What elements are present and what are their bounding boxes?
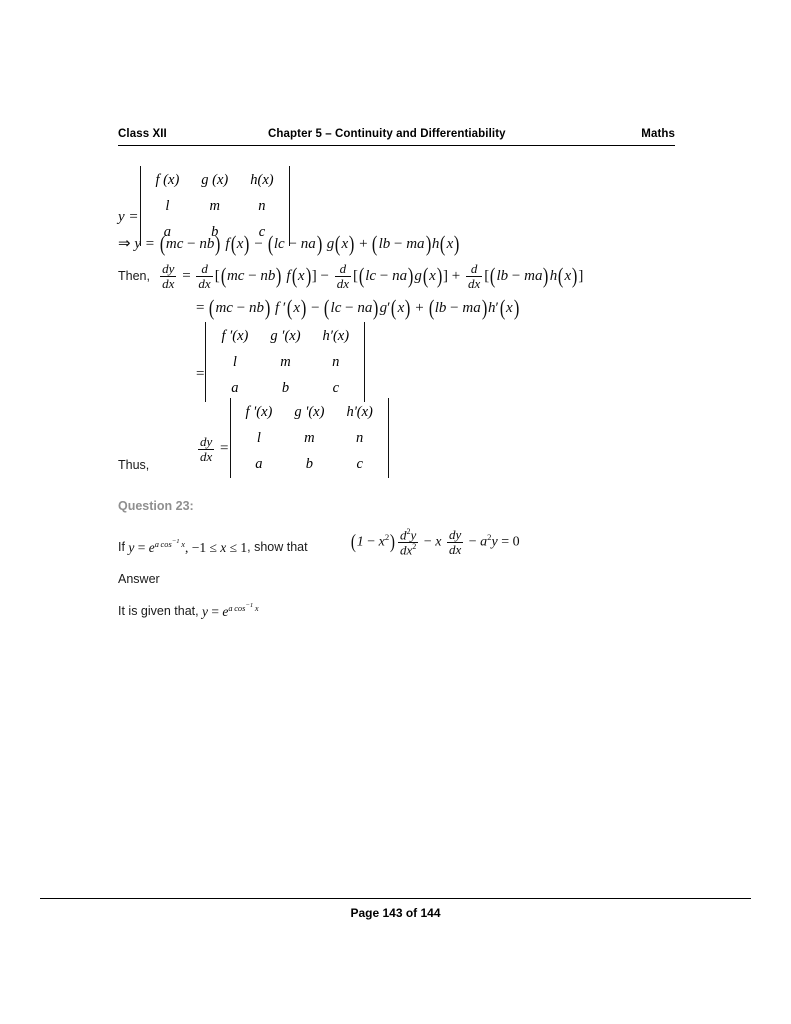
header-chapter: Chapter 5 – Continuity and Differentiability [268, 128, 506, 140]
equation-derivative-expanded: = (mc − nb) f ′(x) − (lc − na)g′(x) + (lb − ma)h′(x) [196, 296, 520, 320]
matrix-cell: m [280, 354, 291, 371]
header-divider [118, 145, 675, 146]
show-that-label: , show that [247, 540, 308, 555]
matrix-cell: f (x) [155, 172, 180, 188]
matrix-cell: n [356, 430, 364, 447]
matrix-cell: c [356, 456, 363, 473]
matrix-cell: c [332, 380, 339, 397]
given-statement [118, 602, 259, 620]
matrix-cell: l [165, 198, 170, 215]
matrix-cell: a [163, 224, 172, 241]
matrix-cell: m [209, 198, 220, 215]
matrix-cell: m [304, 430, 315, 447]
matrix-cell: a [255, 456, 263, 473]
question-heading: Question 23: [118, 499, 194, 513]
question-result-expression: $(1 - x^2)$ $\frac{d^2y}{dx^2}$ − x $\frac{dy}{dx}$ − $a^2y = 0$ [350, 527, 520, 558]
matrix-cell: b [305, 456, 314, 473]
equation-derivative: $\frac{dy}{dx}$ = $\frac{d}{dx}$ [(mc − nb) f(x)] − $\frac{d}{dx}$ [(lc − na)g(x)] + $\frac{d}{dx}$ [(lb − ma)h(x)] [162, 261, 584, 291]
equation-derivative-line [118, 262, 583, 290]
equation-final-determinant [196, 398, 390, 478]
then-label: Then, [118, 269, 150, 284]
matrix-cell: c [258, 224, 266, 241]
equals-sign: = [196, 365, 205, 382]
equation-derivative-determinant [196, 322, 366, 402]
question-given-expression: $y = e^{a cos^{-1} x}$, −1 ≤ x ≤ 1 [124, 538, 248, 556]
determinant-matrix-derivative [205, 322, 365, 402]
answer-label: Answer [118, 572, 160, 586]
given-label: It is given that, [118, 604, 199, 619]
dy-dx-fraction: $\frac{dy}{dx}$ = [200, 434, 229, 464]
matrix-cell: l [256, 430, 261, 447]
matrix-cell: g (x) [201, 172, 229, 188]
page-footer: Page 143 of 144 [350, 906, 441, 920]
header-subject: Maths [641, 128, 675, 140]
page-header [118, 128, 675, 140]
determinant-matrix-final [230, 398, 389, 478]
matrix-cell: h′(x) [322, 328, 350, 344]
matrix-cell: b [281, 380, 290, 397]
matrix-cell: g ′(x) [270, 328, 301, 344]
equation-expanded: ⇒ y = (mc − nb) f(x) − (lc − na) g(x) + (lb − ma)h(x) [118, 232, 460, 256]
matrix-cell: n [332, 354, 340, 371]
matrix-cell: f '(x) [245, 404, 273, 420]
matrix-cell: a [231, 380, 239, 397]
thus-label: Thus, [118, 458, 150, 472]
header-class: Class XII [118, 128, 167, 140]
matrix-cell: h(x) [250, 172, 274, 188]
matrix-cell: h'(x) [346, 404, 373, 420]
footer-divider [40, 898, 751, 899]
equation-lhs: y = [118, 208, 139, 225]
if-label: If [118, 540, 125, 555]
given-expression: $y = e^{a cos^{-1} x}$ [198, 602, 259, 620]
matrix-cell: f ′(x) [221, 328, 249, 344]
matrix-cell: l [232, 354, 237, 371]
matrix-cell: g '(x) [294, 404, 325, 420]
matrix-cell: b [211, 224, 219, 241]
matrix-cell: n [258, 198, 266, 215]
